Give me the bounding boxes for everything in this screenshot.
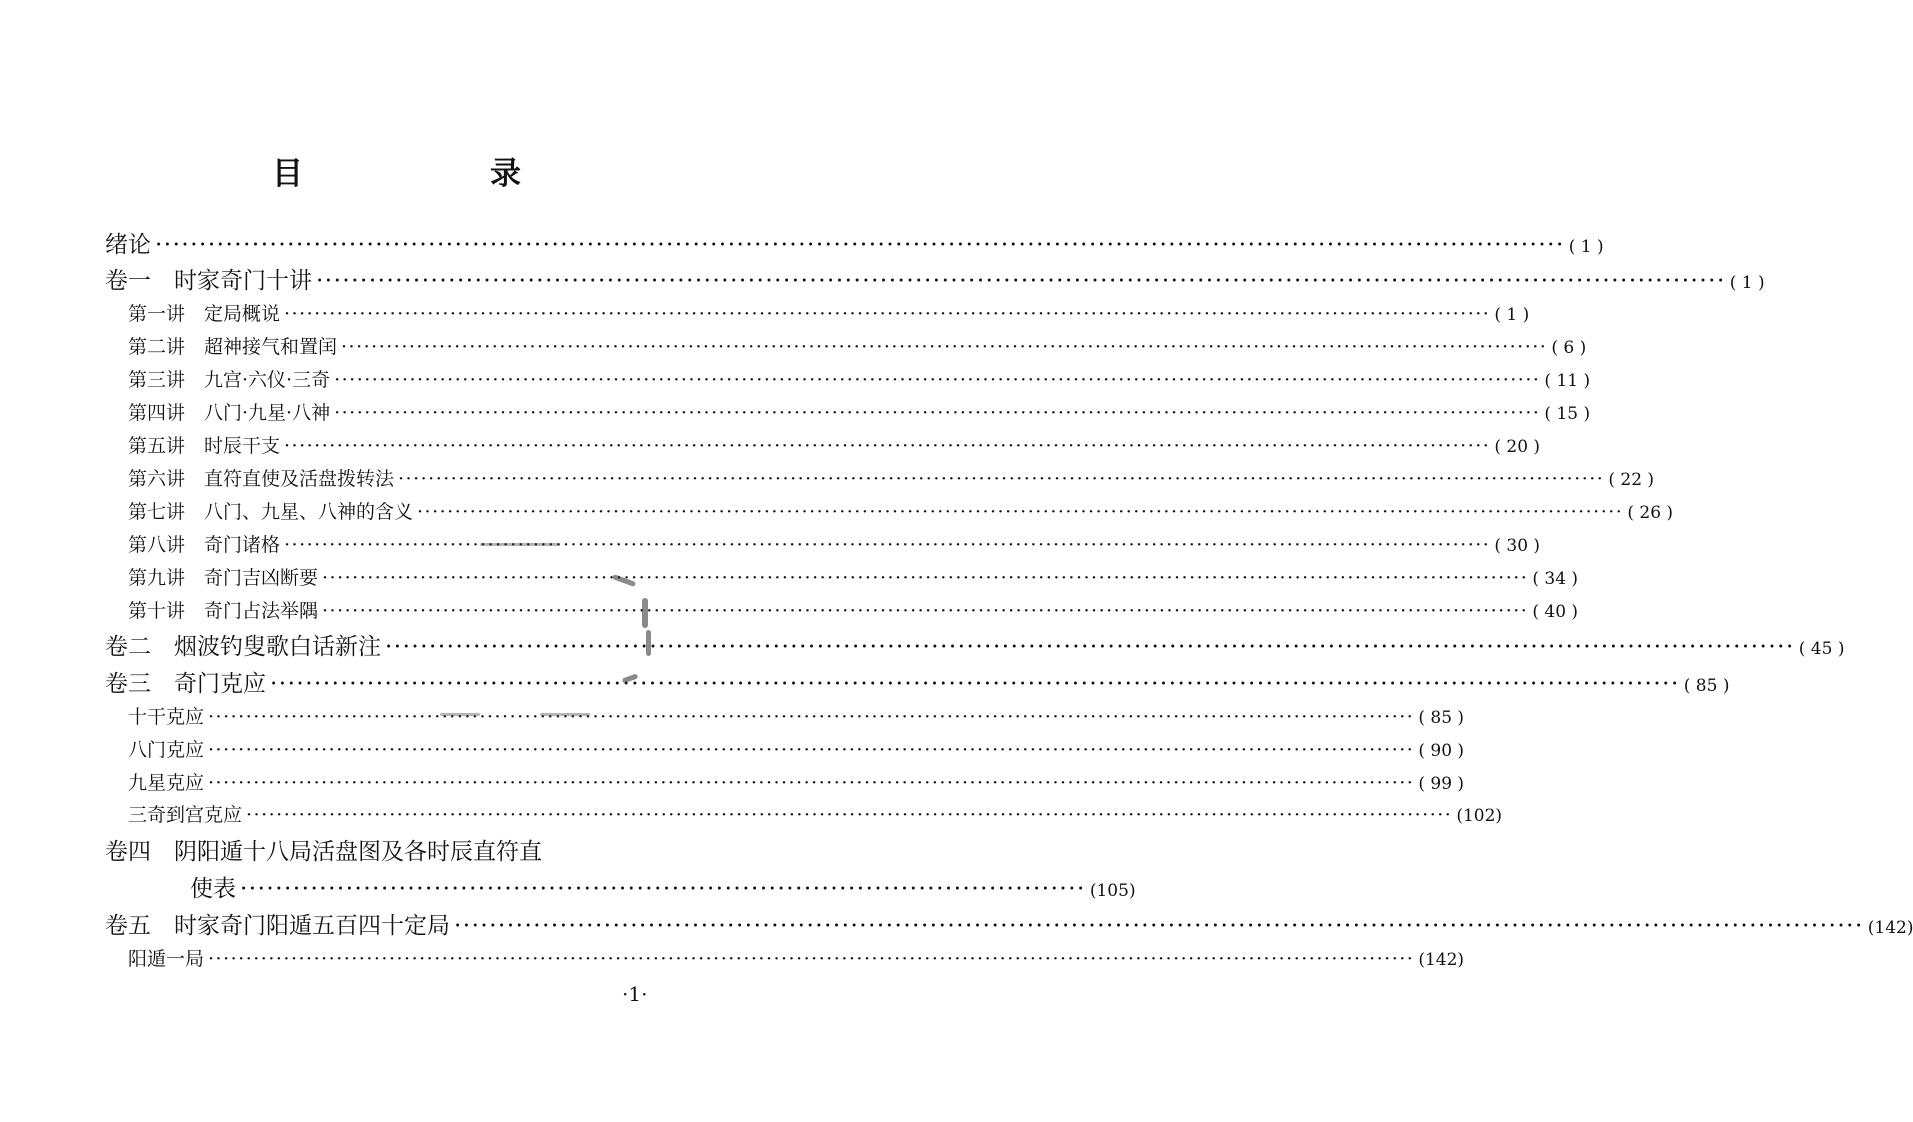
toc-entry-page: ( 85 ) [1418,708,1465,728]
dot-leader [417,501,1623,523]
toc-entry-lecture-2 [128,332,1587,362]
dot-leader [208,772,1414,794]
toc-entry-section-three-wonders [128,800,1503,830]
toc-entry-label: 第二讲 超神接气和置闰 [128,336,338,358]
toc-entry-lecture-6 [128,464,1655,494]
toc-entry-volume-3 [105,665,1730,699]
toc-entry-lecture-7 [128,497,1674,527]
dot-leader [208,706,1414,728]
dot-leader [398,468,1604,490]
dot-leader [246,804,1452,826]
toc-entry-volume-1 [105,262,1765,296]
toc-entry-page: ( 1 ) [1729,273,1765,293]
dot-leader [322,600,1528,622]
toc-entry-lecture-3 [128,365,1591,395]
ink-smudge [642,598,648,628]
toc-entry-volume-5 [105,907,1913,941]
toc-entry-page: ( 6 ) [1551,338,1587,358]
toc-entry-page: ( 99 ) [1418,774,1465,794]
toc-entry-page: ( 15 ) [1544,404,1591,424]
toc-entry-lecture-8 [128,530,1541,560]
dot-leader [385,634,1795,660]
toc-entry-label: 第八讲 奇门诸格 [128,534,281,556]
toc-entry-label: 第六讲 直符直使及活盘拨转法 [128,468,395,490]
toc-entry-page: ( 45 ) [1798,639,1845,659]
dot-leader [334,369,1540,391]
ink-smudge [540,713,590,716]
dot-leader [270,671,1680,697]
toc-entry-label: 第九讲 奇门吉凶断要 [128,567,319,589]
toc-entry-page: (142) [1867,918,1913,938]
toc-entry-page: (102) [1456,806,1503,826]
dot-leader [284,303,1490,325]
toc-entry-label: 卷四 阴阳遁十八局活盘图及各时辰直符直 [105,839,542,865]
toc-entry-section-yang-1 [128,944,1465,974]
dot-leader [316,268,1726,294]
toc-entry-label: 第七讲 八门、九星、八神的含义 [128,501,414,523]
toc-entry-label-continuation: 使表 [190,876,236,902]
toc-entry-label: 阳遁一局 [128,948,205,970]
toc-entry-page: (142) [1418,950,1465,970]
toc-entry-page: (105) [1089,881,1136,901]
ink-smudge [480,543,560,546]
toc-entry-section-eight-gates [128,735,1465,765]
toc-entry-lecture-10 [128,596,1579,626]
toc-entry-page: ( 30 ) [1494,536,1541,556]
dot-leader [155,232,1565,258]
dot-leader: ································································································ [240,876,1086,902]
toc-entry-section-nine-stars [128,768,1465,798]
toc-entry-page: ( 20 ) [1494,437,1541,457]
toc-entry-page: ( 22 ) [1608,470,1655,490]
dot-leader [284,534,1490,556]
toc-entry-label: 第三讲 九宫·六仪·三奇 [128,369,331,391]
toc-entry-section-ten-stems [128,702,1465,732]
toc-entry-label: 九星克应 [128,772,205,794]
toc-entry-lecture-4 [128,398,1591,428]
dot-leader [454,913,1864,939]
dot-leader [208,948,1414,970]
ink-smudge [646,630,651,656]
toc-entry-lecture-1 [128,299,1530,329]
toc-entry-label: 第四讲 八门·九星·八神 [128,402,331,424]
toc-entry-volume-4-continuation [190,870,1136,903]
toc-entry-page: ( 1 ) [1494,305,1530,325]
page-title: 目 录 [272,156,599,192]
toc-entry-page: ( 11 ) [1544,371,1591,391]
ink-smudge [440,713,480,716]
toc-entry-label: 八门克应 [128,739,205,761]
toc-entry-label: 卷二 烟波钓叟歌白话新注 [105,634,381,660]
toc-entry-label: 第一讲 定局概说 [128,303,281,325]
toc-entry-label: 第五讲 时辰干支 [128,435,281,457]
toc-entry-label: 三奇到宫克应 [128,804,243,826]
toc-entry-page: ( 34 ) [1532,569,1579,589]
toc-entry-page: ( 1 ) [1568,237,1604,257]
toc-entry-label: 绪论 [105,232,151,258]
toc-entry-page: ( 40 ) [1532,602,1579,622]
dot-leader [208,739,1414,761]
toc-entry-label: 第十讲 奇门占法举隅 [128,600,319,622]
toc-entry-lecture-5 [128,431,1541,461]
toc-entry-page: ( 26 ) [1627,503,1674,523]
toc-entry-introduction [105,226,1604,260]
dot-leader [284,435,1490,457]
toc-entry-label: 卷五 时家奇门阳遁五百四十定局 [105,913,450,939]
toc-entry-label: 十干克应 [128,706,205,728]
dot-leader [341,336,1547,358]
toc-entry-label: 卷一 时家奇门十讲 [105,268,312,294]
toc-entry-label: 卷三 奇门克应 [105,671,266,697]
dot-leader [334,402,1540,424]
toc-entry-page: ( 90 ) [1418,741,1465,761]
toc-entry-volume-4 [105,833,710,867]
toc-entry-volume-2 [105,628,1845,662]
toc-entry-page: ( 85 ) [1683,676,1730,696]
page-number: ·1· [622,982,648,1006]
dot-leader [322,567,1528,589]
